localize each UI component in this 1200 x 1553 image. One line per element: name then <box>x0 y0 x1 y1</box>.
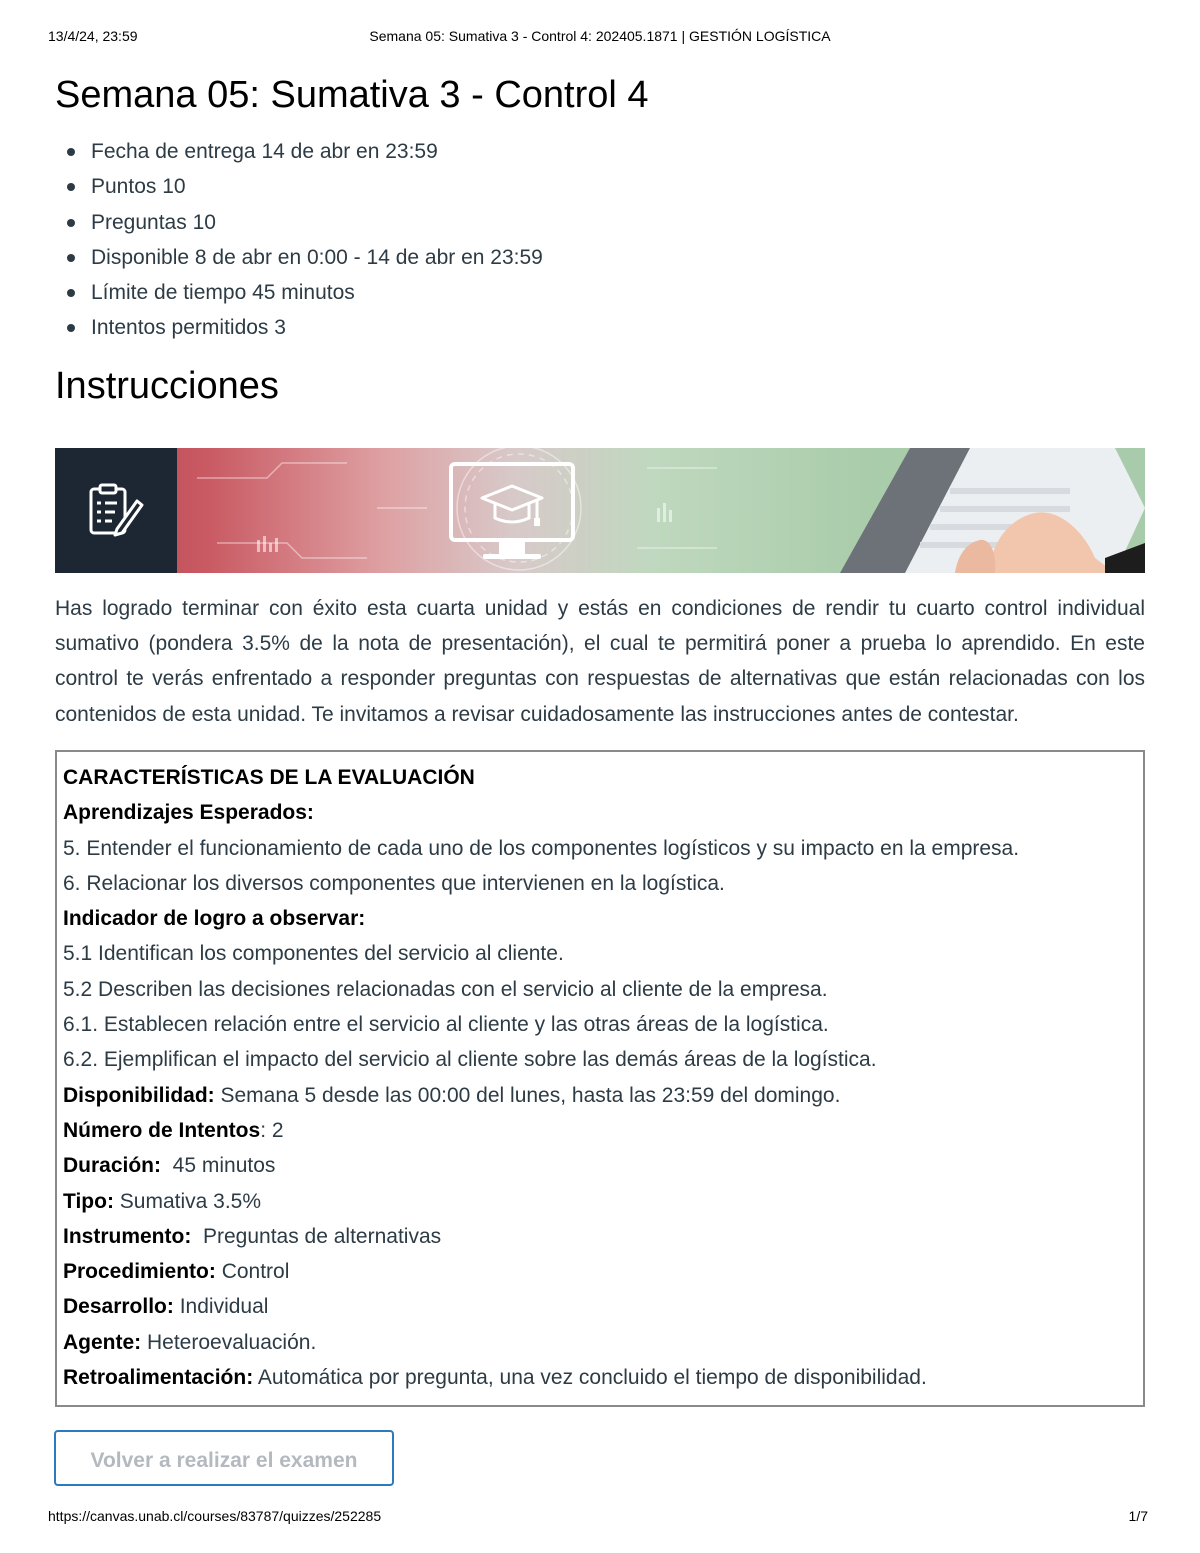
field-value: Individual <box>173 1295 269 1319</box>
field-value: Sumativa 3.5% <box>113 1189 262 1213</box>
due-date-item: Fecha de entrega 14 de abr en 23:59 <box>55 134 1145 169</box>
feedback-field <box>63 1360 1137 1395</box>
field-label: Agente: <box>63 1330 142 1354</box>
print-footer <box>0 1508 1200 1528</box>
field-label: Retroalimentación: <box>63 1366 254 1390</box>
print-date: 13/4/24, 23:59 <box>48 28 138 44</box>
evaluation-characteristics-table <box>55 750 1145 1407</box>
expected-learning-label: Aprendizajes Esperados: <box>63 801 314 825</box>
expected-learning-label-row <box>63 795 1137 830</box>
quiz-details-list <box>55 134 1145 346</box>
quiz-title: Semana 05: Sumativa 3 - Control 4 <box>55 74 649 116</box>
indicator-item: 5.2 Describen las decisiones relacionadas con el servicio al cliente de la empresa. <box>63 977 828 1001</box>
indicator-label: Indicador de logro a observar: <box>63 907 366 931</box>
field-label: Disponibilidad: <box>63 1083 215 1107</box>
evaluation-heading: CARACTERÍSTICAS DE LA EVALUACIÓN <box>63 765 475 789</box>
instrument-field <box>63 1219 1137 1254</box>
print-page-title: Semana 05: Sumativa 3 - Control 4: 202405.1871 | GESTIÓN LOGÍSTICA <box>369 28 831 44</box>
field-label: Procedimiento: <box>63 1260 216 1284</box>
field-label: Duración: <box>63 1154 162 1178</box>
field-value: Automática por pregunta, una vez concluido el tiempo de disponibilidad. <box>253 1366 927 1390</box>
field-value: Semana 5 desde las 00:00 del lunes, hasta las 23:59 del domingo. <box>214 1083 841 1107</box>
print-header <box>0 28 1200 48</box>
checklist-pencil-icon <box>87 483 145 539</box>
time-limit-item: Límite de tiempo 45 minutos <box>55 275 1145 310</box>
duration-field <box>63 1148 1137 1183</box>
instructions-banner-image <box>55 448 1145 573</box>
field-value: : 2 <box>260 1118 284 1142</box>
type-field <box>63 1184 1137 1219</box>
attempts-field <box>63 1113 1137 1148</box>
laptop-hands-photo <box>785 448 1145 573</box>
retake-quiz-button[interactable]: Volver a realizar el examen <box>54 1430 394 1486</box>
points-item: Puntos 10 <box>55 169 1145 204</box>
instructions-heading: Instrucciones <box>55 364 279 407</box>
indicator-label-row <box>63 901 1137 936</box>
instructions-intro-text: Has logrado terminar con éxito esta cuarta unidad y estás en condiciones de rendir tu cuarto control individual sumativo (pondera 3.5% de la nota de presentación), el cual te permitirá poner a prueba lo aprendido. En este control te verás enfrentado a responder preguntas con respuestas de alternativas que están relacionadas con los contenidos de esta unidad. Te invitamos a revisar cuidadosamente las instrucciones antes de contestar. <box>55 596 1145 726</box>
indicator-item: 5.1 Identifican los componentes del servicio al cliente. <box>63 942 564 966</box>
agent-field <box>63 1325 1137 1360</box>
field-value: Heteroevaluación. <box>141 1330 317 1354</box>
development-field <box>63 1289 1137 1324</box>
field-label: Desarrollo: <box>63 1295 174 1319</box>
indicator-item: 6.1. Establecen relación entre el servicio al cliente y las otras áreas de la logística. <box>63 1013 829 1037</box>
field-label: Instrumento: <box>63 1224 192 1248</box>
field-label: Número de Intentos <box>63 1118 261 1142</box>
page-number: 1/7 <box>1128 1508 1148 1524</box>
page-url[interactable]: https://canvas.unab.cl/courses/83787/quizzes/252285 <box>48 1508 382 1524</box>
quiz-content <box>55 70 1145 1407</box>
field-label: Tipo: <box>63 1189 114 1213</box>
indicator-item: 6.2. Ejemplifican el impacto del servicio al cliente sobre las demás áreas de la logística. <box>63 1048 877 1072</box>
monitor-graduation-cap-icon <box>447 460 577 564</box>
availability-field <box>63 1078 1137 1113</box>
field-value: 45 minutos <box>161 1154 276 1178</box>
questions-item: Preguntas 10 <box>55 205 1145 240</box>
procedure-field <box>63 1254 1137 1289</box>
field-value: Control <box>215 1260 290 1284</box>
field-value: Preguntas de alternativas <box>191 1224 442 1248</box>
expected-learning-item: 6. Relacionar los diversos componentes que intervienen en la logística. <box>63 871 725 895</box>
expected-learning-item: 5. Entender el funcionamiento de cada uno de los componentes logísticos y su impacto en la empresa. <box>63 836 1020 860</box>
attempts-item: Intentos permitidos 3 <box>55 310 1145 345</box>
availability-item: Disponible 8 de abr en 0:00 - 14 de abr en 23:59 <box>55 240 1145 275</box>
